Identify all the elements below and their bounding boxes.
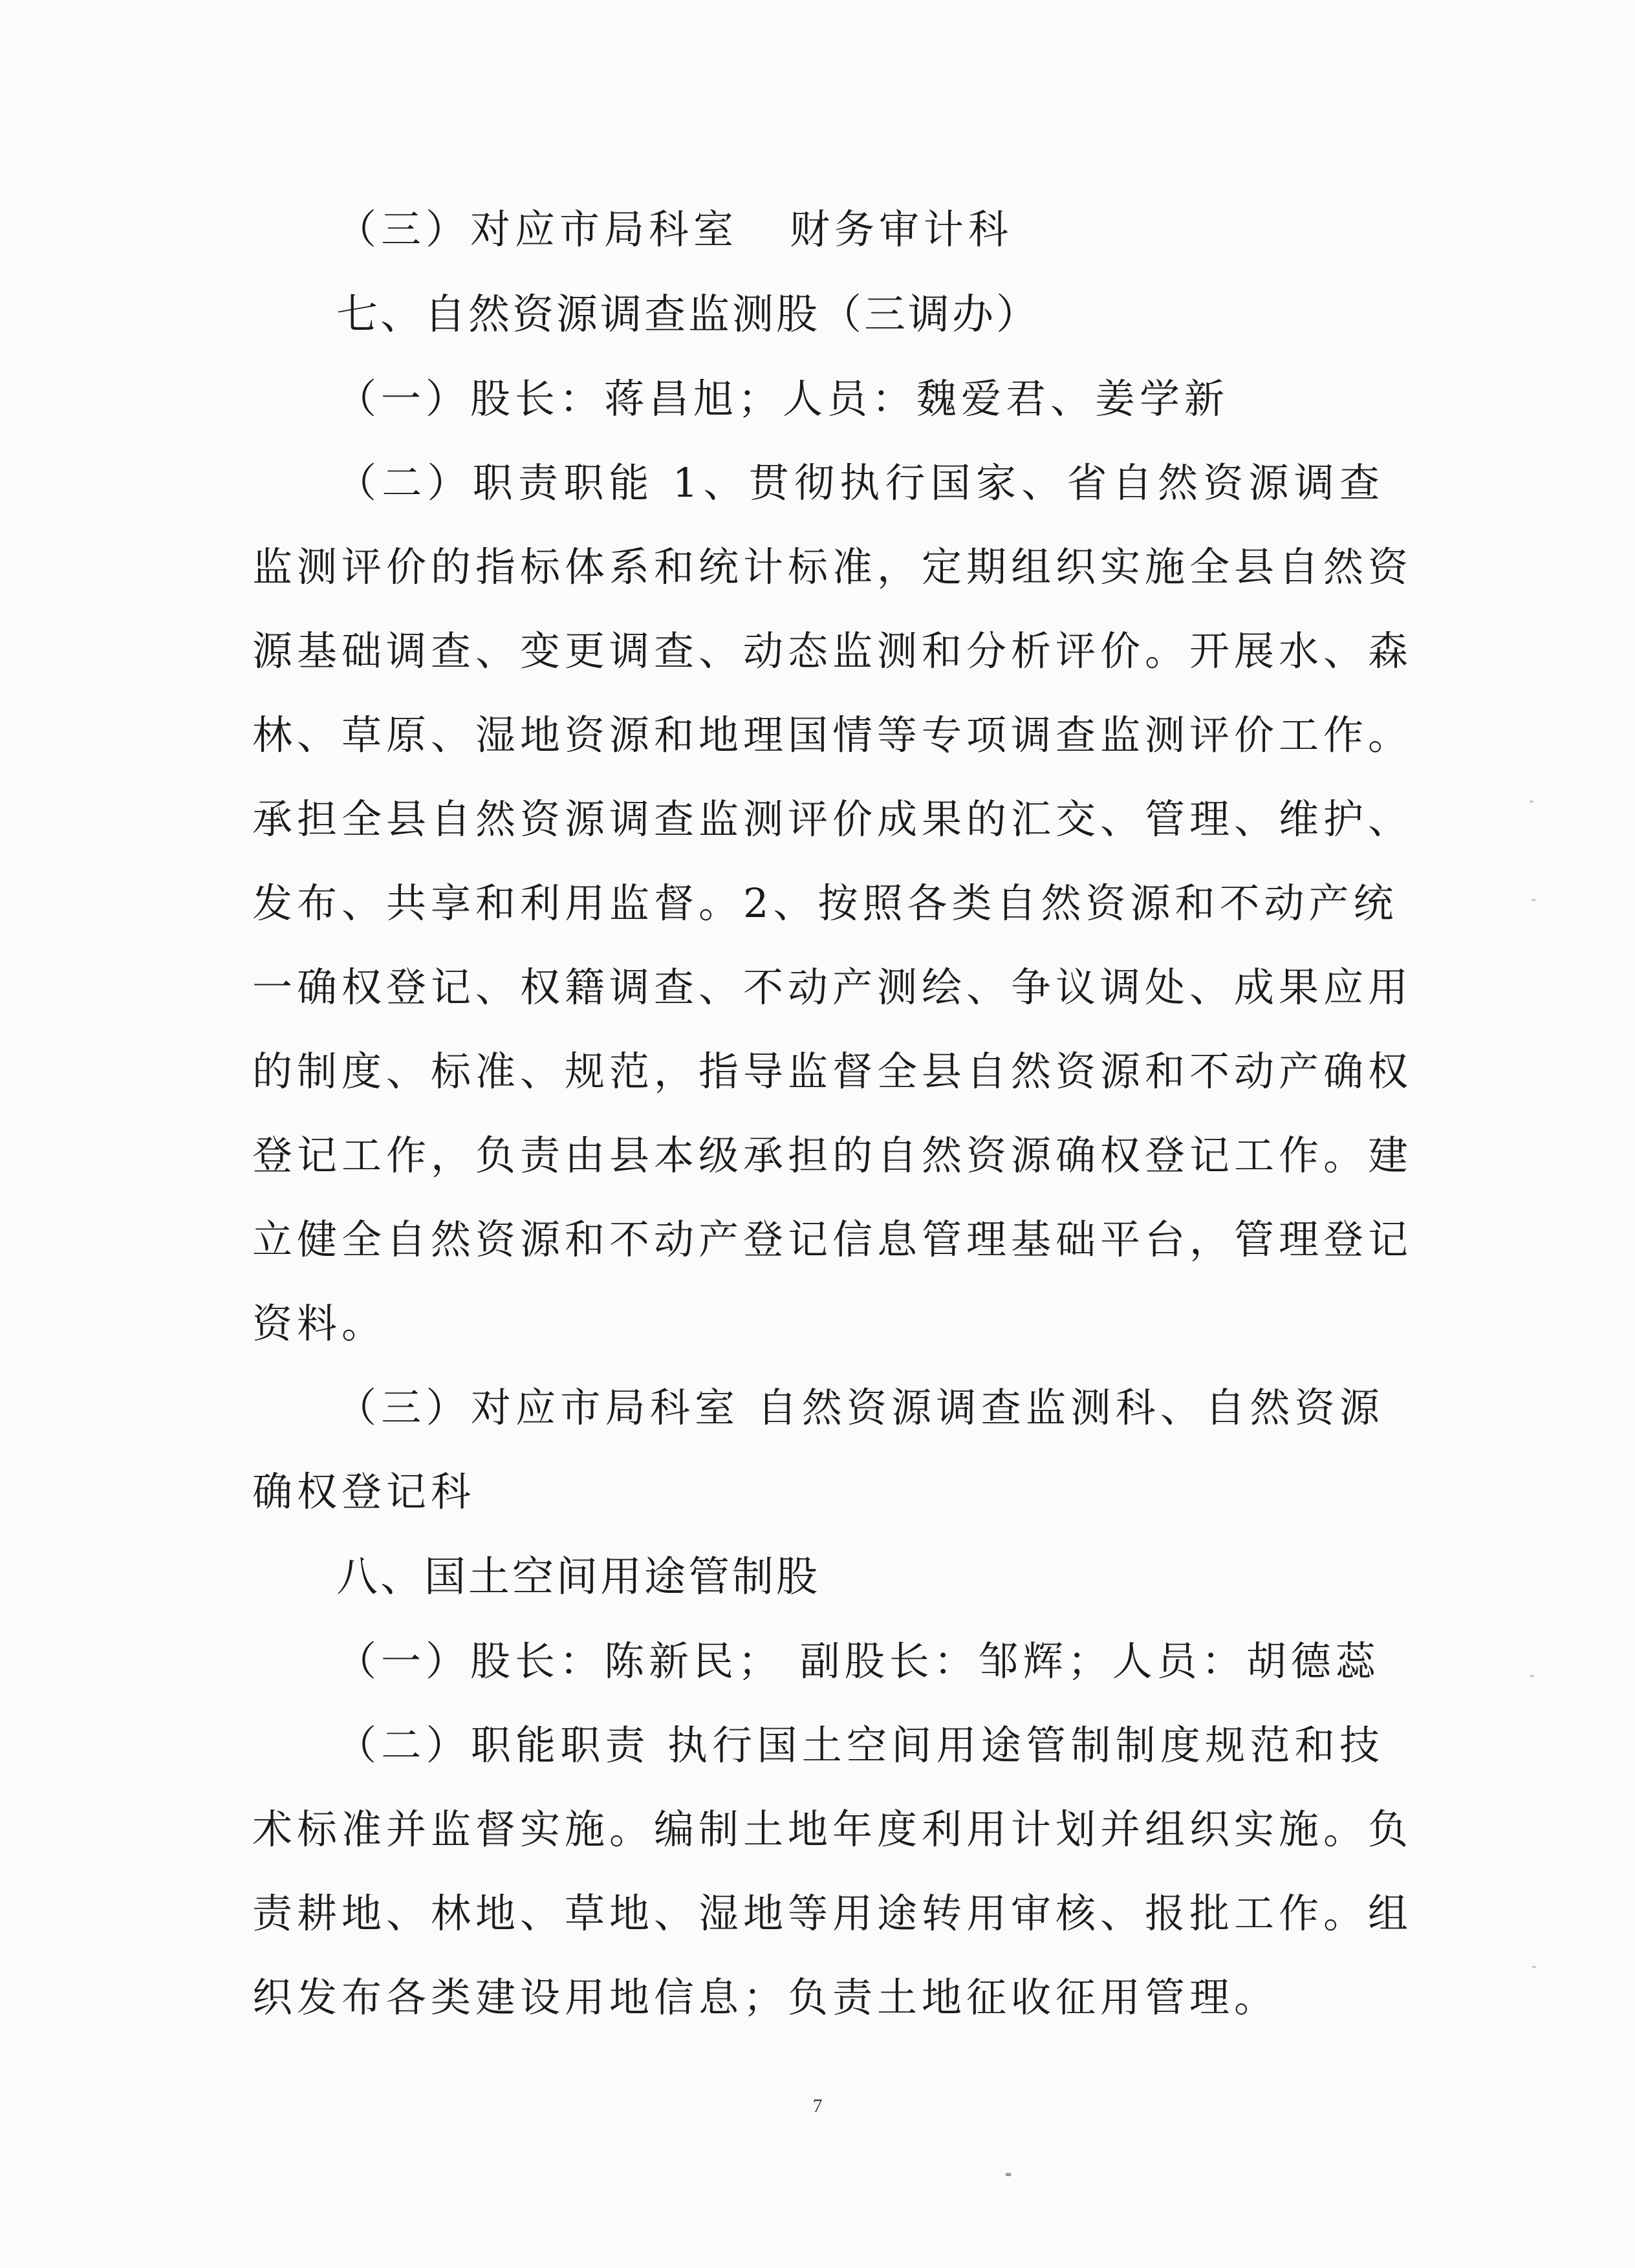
section-7-duties-line: 登记工作，负责由县本级承担的自然资源确权登记工作。建 xyxy=(252,1132,1413,1179)
section-8-duties-line: （二）职能职责 执行国土空间用途管制制度规范和技 xyxy=(336,1722,1384,1769)
section-8-staff: （一）股长：陈新民； 副股长：邹辉；人员：胡德蕊 xyxy=(336,1637,1380,1685)
section-7-duties-line: 监测评价的指标体系和统计标准，定期组织实施全县自然资 xyxy=(252,543,1413,590)
section-7-duties-line: （二）职责职能 1、贯彻执行国家、省自然资源调查 xyxy=(336,459,1384,506)
item-value: 财务审计科 xyxy=(790,206,1013,253)
scan-speck xyxy=(1530,1675,1534,1677)
section-7-duties-line: 承担全县自然资源调查监测评价成果的汇交、管理、维护、 xyxy=(252,795,1413,843)
section-7-duties-line: 林、草原、湿地资源和地理国情等专项调查监测评价工作。 xyxy=(252,711,1413,759)
section-7-duties-line: 发布、共享和利用监督。2、按照各类自然资源和不动产统 xyxy=(252,880,1398,927)
section-8-duties-line: 责耕地、林地、草地、湿地等用途转用审核、报批工作。组 xyxy=(252,1890,1413,1937)
page-number: 7 xyxy=(812,2095,823,2117)
section-7-duties-line: 的制度、标准、规范，指导监督全县自然资源和不动产确权 xyxy=(252,1048,1413,1095)
section-8-heading: 八、国土空间用途管制股 xyxy=(336,1553,820,1601)
section-8-duties-line: 术标准并监督实施。编制土地年度利用计划并组织实施。负 xyxy=(252,1806,1413,1853)
scan-speck xyxy=(1530,801,1533,803)
section-7-item-3: （三）对应市局科室 自然资源调查监测科、自然资源 xyxy=(336,1384,1384,1431)
section-7-duties-line: 源基础调查、变更调查、动态监测和分析评价。开展水、森 xyxy=(252,627,1413,675)
section-7-staff: （一）股长：蒋昌旭；人员：魏爱君、姜学新 xyxy=(336,375,1229,422)
section-8-duties-line: 织发布各类建设用地信息；负责土地征收征用管理。 xyxy=(252,1974,1279,2021)
section-7-item-3-cont: 确权登记科 xyxy=(252,1468,476,1515)
item-label: （三）对应市局科室 xyxy=(336,206,739,253)
section-7-duties-line: 立健全自然资源和不动产登记信息管理基础平台，管理登记 xyxy=(252,1216,1413,1263)
scan-speck xyxy=(1532,1966,1536,1968)
section-6-item-3 xyxy=(336,194,1384,265)
scan-speck xyxy=(1006,2173,1011,2176)
scan-speck xyxy=(1532,899,1535,901)
section-7-duties-line: 一确权登记、权籍调查、不动产测绘、争议调处、成果应用 xyxy=(252,964,1413,1011)
section-7-heading: 七、自然资源调查监测股（三调办） xyxy=(336,291,1040,339)
section-7-duties-line: 资料。 xyxy=(252,1300,387,1347)
